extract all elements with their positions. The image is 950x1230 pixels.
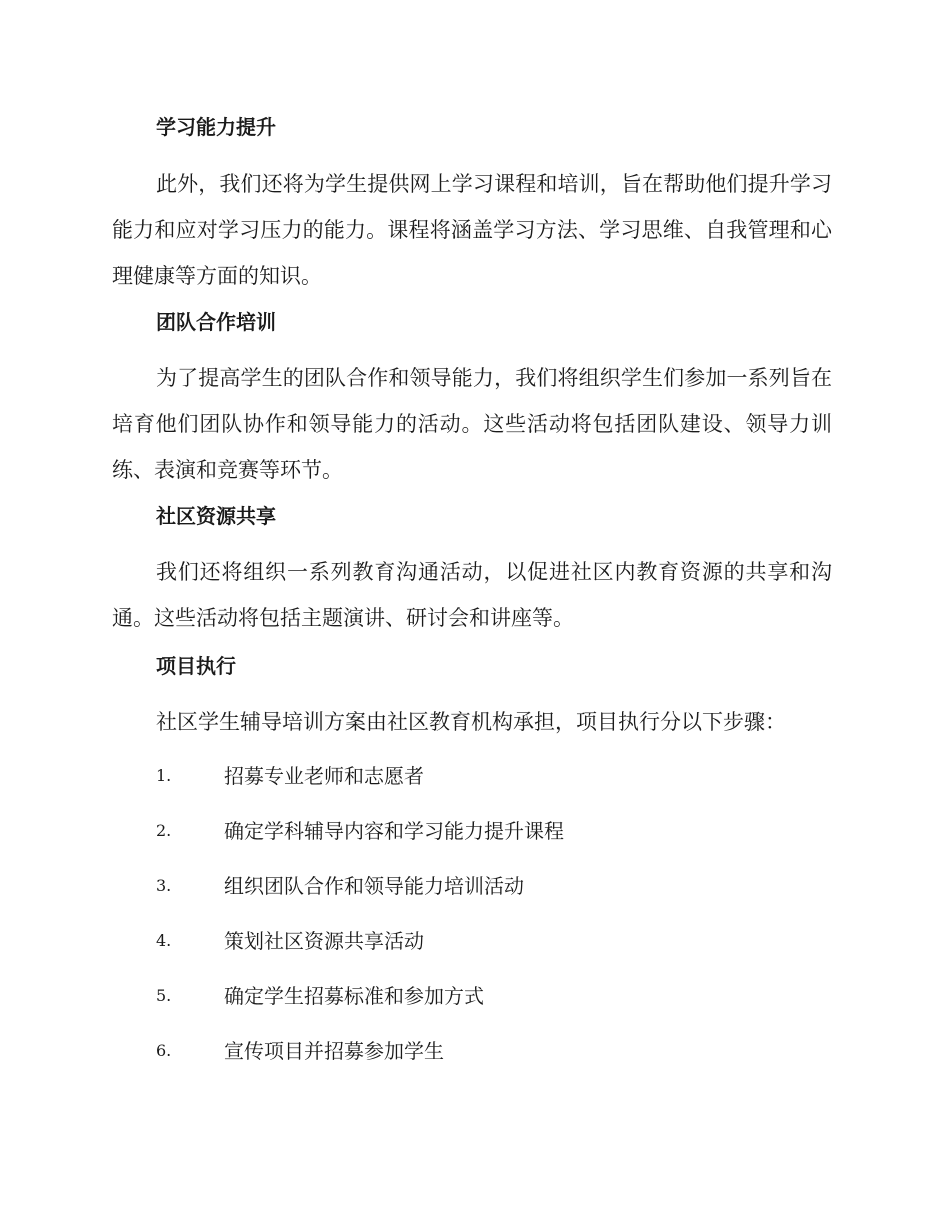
list-item-text: 宣传项目并招募参加学生 <box>224 1039 444 1063</box>
section-paragraph-teamwork: 为了提高学生的团队合作和领导能力，我们将组织学生们参加一系列旨在培育他们团队协作和领导能力的活动。这些活动将包括团队建设、领导力训练、表演和竞赛等环节。 <box>112 366 832 482</box>
section-heading-community: 社区资源共享 <box>156 504 276 528</box>
section-paragraph-execution-intro: 社区学生辅导培训方案由社区教育机构承担，项目执行分以下步骤： <box>156 710 786 734</box>
list-item-text: 确定学科辅导内容和学习能力提升课程 <box>224 819 564 843</box>
section-heading-learning: 学习能力提升 <box>156 115 276 139</box>
list-item-number: 5. <box>156 986 172 1005</box>
section-paragraph-community: 我们还将组织一系列教育沟通活动，以促进社区内教育资源的共享和沟通。这些活动将包括主题演讲、研讨会和讲座等。 <box>112 560 832 630</box>
section-heading-teamwork: 团队合作培训 <box>156 310 276 334</box>
list-item-number: 6. <box>156 1041 172 1060</box>
list-item-number: 4. <box>156 931 172 950</box>
list-item-text: 招募专业老师和志愿者 <box>224 764 424 788</box>
list-item-text: 组织团队合作和领导能力培训活动 <box>224 874 524 898</box>
section-paragraph-learning: 此外，我们还将为学生提供网上学习课程和培训，旨在帮助他们提升学习能力和应对学习压力的能力。课程将涵盖学习方法、学习思维、自我管理和心理健康等方面的知识。 <box>112 172 832 288</box>
list-item-number: 1. <box>156 766 172 785</box>
list-item-text: 确定学生招募标准和参加方式 <box>224 984 484 1008</box>
list-item-number: 2. <box>156 821 172 840</box>
section-heading-execution: 项目执行 <box>156 654 236 678</box>
list-item-number: 3. <box>156 876 172 895</box>
list-item-text: 策划社区资源共享活动 <box>224 929 424 953</box>
